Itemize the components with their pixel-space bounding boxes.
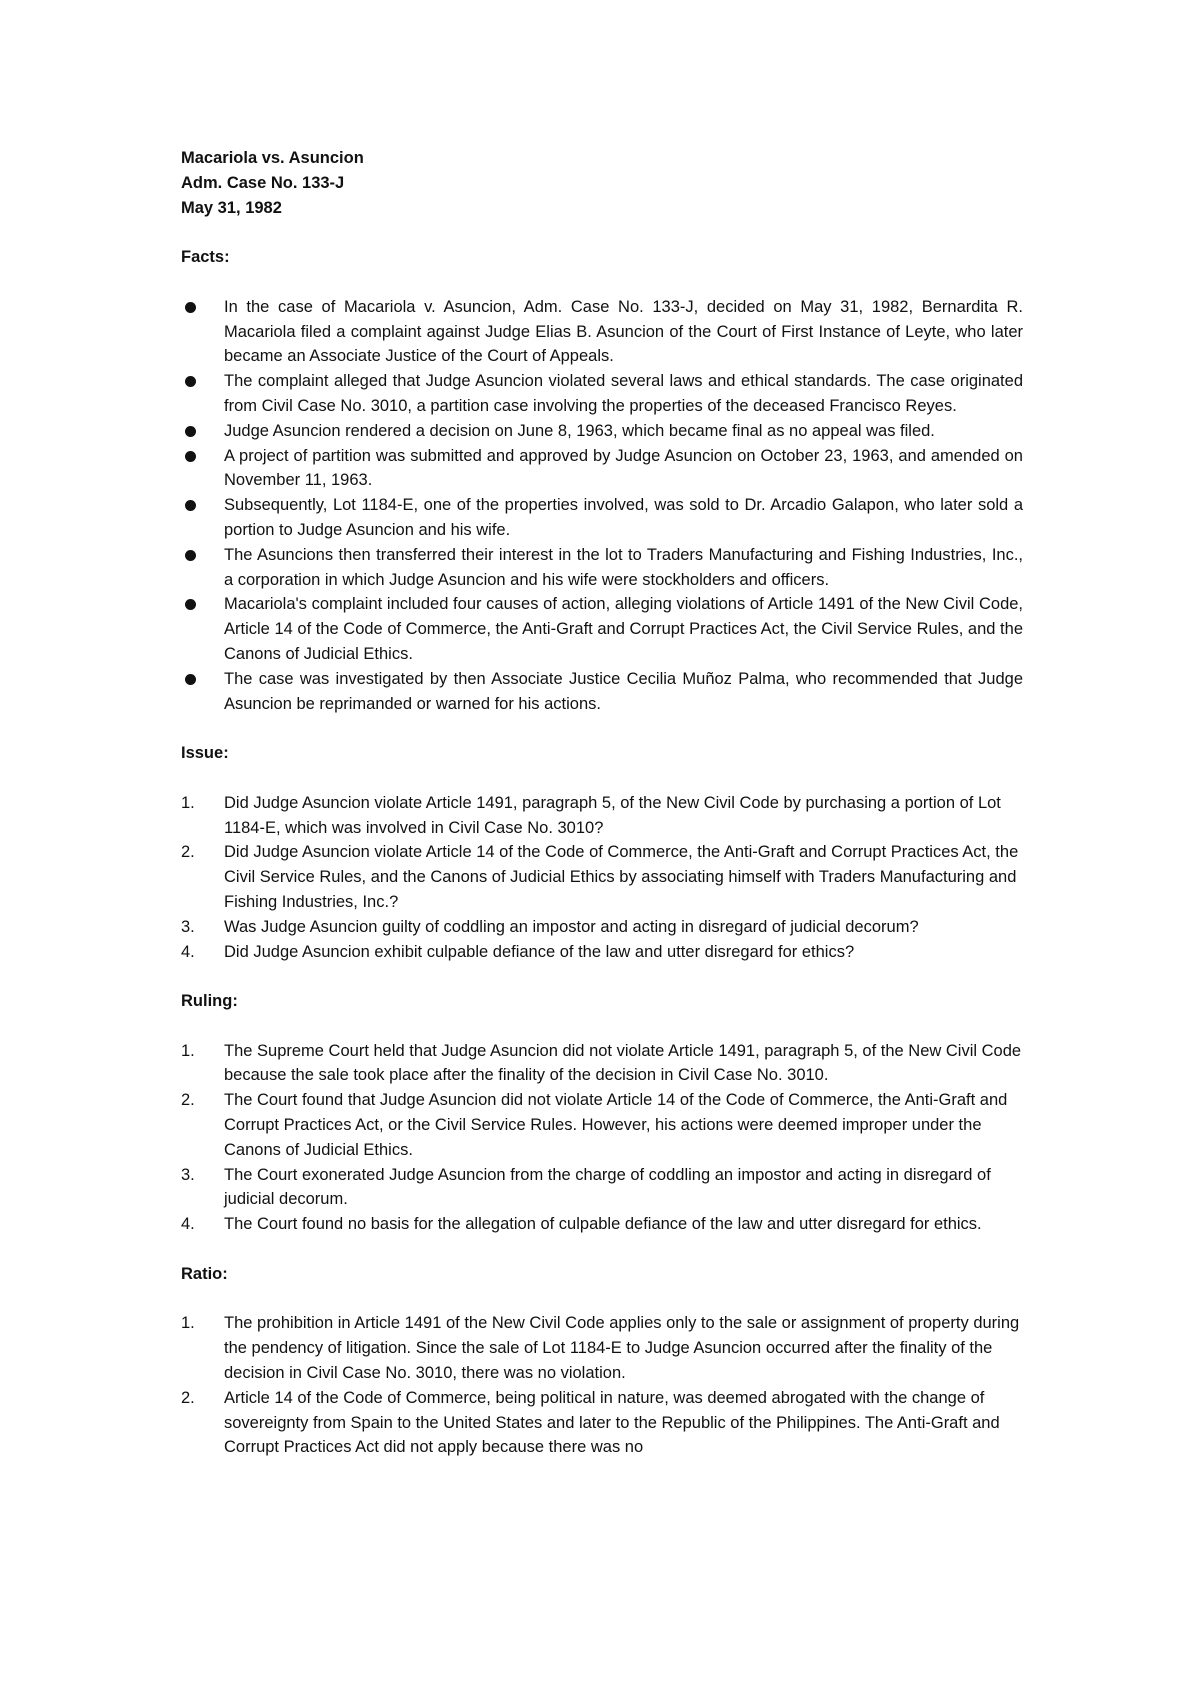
list-item: 2. Article 14 of the Code of Commerce, being political in nature, was deemed abrogated with the change of sovereignty from Spain to the United States and later to the Republic of the Philippines. The Anti-Graft and Corrupt Practices Act did not apply because there was no — [181, 1388, 1000, 1457]
list-item: In the case of Macariola v. Asuncion, Adm. Case No. 133-J, decided on May 31, 1982, Bernardita R. Macariola filed a complaint against Judge Elias B. Asuncion of the Court of First Instance of Leyte, who later became an Associate Justice of the Court of Appeals. — [181, 295, 1023, 369]
list-item: 4. Did Judge Asuncion exhibit culpable defiance of the law and utter disregard for ethics? — [181, 942, 855, 961]
ruling-list — [181, 1039, 1023, 1237]
bullet-icon — [185, 674, 196, 685]
ruling-heading: Ruling: — [181, 992, 238, 1011]
list-item: A project of partition was submitted and approved by Judge Asuncion on October 23, 1963, and amended on November 11, 1963. — [181, 444, 1023, 494]
document-page — [181, 146, 1023, 1460]
bullet-icon — [185, 500, 196, 511]
list-item: Judge Asuncion rendered a decision on June 8, 1963, which became final as no appeal was filed. — [181, 419, 1023, 444]
list-item: The complaint alleged that Judge Asuncion violated several laws and ethical standards. The case originated from Civil Case No. 3010, a partition case involving the properties of the deceased Francisco Reyes. — [181, 369, 1023, 419]
facts-heading: Facts: — [181, 248, 230, 267]
bullet-icon — [185, 550, 196, 561]
list-item: 2. The Court found that Judge Asuncion did not violate Article 14 of the Code of Commerce, the Anti-Graft and Corrupt Practices Act, or the Civil Service Rules. However, his actions were deemed improper under the Canons of Judicial Ethics. — [181, 1091, 1008, 1159]
list-item: 1. The Supreme Court held that Judge Asuncion did not violate Article 1491, paragraph 5, of the New Civil Code because the sale took place after the finality of the decision in Civil Case No. 3010. — [181, 1041, 1022, 1085]
issue-list — [181, 791, 1023, 965]
list-item: 1. Did Judge Asuncion violate Article 1491, paragraph 5, of the New Civil Code by purchasing a portion of Lot 1184-E, which was involved in Civil Case No. 3010? — [181, 793, 1001, 837]
bullet-icon — [185, 376, 196, 387]
ratio-heading: Ratio: — [181, 1264, 228, 1283]
list-item: The case was investigated by then Associate Justice Cecilia Muñoz Palma, who recommended that Judge Asuncion be reprimanded or warned for his actions. — [181, 667, 1023, 717]
issue-heading: Issue: — [181, 744, 229, 763]
bullet-icon — [185, 451, 196, 462]
list-item: 3. The Court exonerated Judge Asuncion from the charge of coddling an impostor and acting in disregard of judicial decorum. — [181, 1165, 991, 1209]
list-item: 4. The Court found no basis for the allegation of culpable defiance of the law and utter disregard for ethics. — [181, 1215, 982, 1234]
bullet-icon — [185, 599, 196, 610]
case-title: Macariola vs. Asuncion — [181, 149, 364, 167]
bullet-icon — [185, 302, 196, 313]
list-item: Macariola's complaint included four causes of action, alleging violations of Article 1491 of the New Civil Code, Article 14 of the Code of Commerce, the Anti-Graft and Corrupt Practices Act, the Civil Service Rules, and the Canons of Judicial Ethics. — [181, 592, 1023, 666]
ratio-list — [181, 1311, 1023, 1460]
list-item: 1. The prohibition in Article 1491 of the New Civil Code applies only to the sale or assignment of property during the pendency of litigation. Since the sale of Lot 1184-E to Judge Asuncion occurred after the finality of the decision in Civil Case No. 3010, there was no violation. — [181, 1314, 1020, 1383]
bullet-icon — [185, 426, 196, 437]
list-item: Subsequently, Lot 1184-E, one of the properties involved, was sold to Dr. Arcadio Galapon, who later sold a portion to Judge Asuncion and his wife. — [181, 493, 1023, 543]
list-item: The Asuncions then transferred their interest in the lot to Traders Manufacturing and Fishing Industries, Inc., a corporation in which Judge Asuncion and his wife were stockholders and officers. — [181, 543, 1023, 593]
list-item: 3. Was Judge Asuncion guilty of coddling an impostor and acting in disregard of judicial decorum? — [181, 917, 919, 936]
case-date: May 31, 1982 — [181, 198, 282, 217]
case-number: Adm. Case No. 133-J — [181, 173, 345, 192]
facts-list — [181, 295, 1023, 717]
list-item: 2. Did Judge Asuncion violate Article 14 of the Code of Commerce, the Anti-Graft and Corrupt Practices Act, the Civil Service Rules, and the Canons of Judicial Ethics by associating himself with Traders Manufacturing and Fishing Industries, Inc.? — [181, 843, 1019, 911]
